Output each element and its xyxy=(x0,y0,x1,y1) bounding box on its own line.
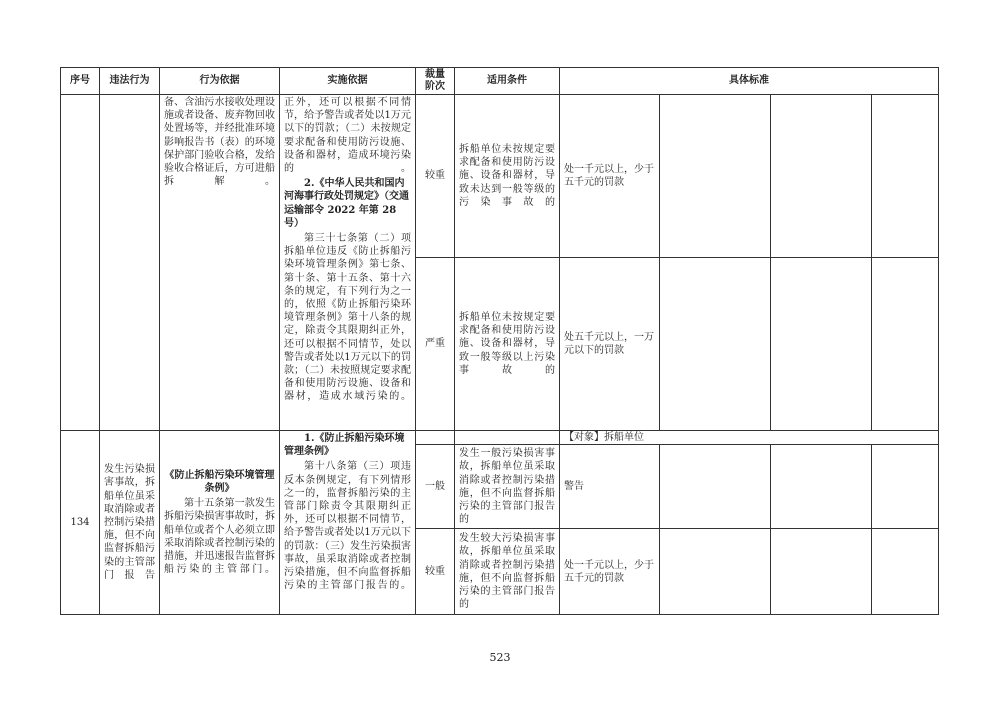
standard-134-1: 警告 xyxy=(564,481,584,493)
empty-cell xyxy=(660,258,771,431)
prev-impl-cell xyxy=(280,95,416,431)
header-basis: 行为依据 xyxy=(160,68,280,95)
violation-134: 发生污染损害事故，拆船单位虽采取消除或者控制污染措施，但不向监督拆船污染的主管部门报告 xyxy=(104,464,155,581)
prev-impl-p2: 2.《中华人民共和国内河海事行政处罚规定》（交通运输部令 2022 年第 28 号） xyxy=(284,178,409,229)
prev-standard-1-cell xyxy=(560,95,660,258)
header-row xyxy=(61,68,939,95)
seq-134: 134 xyxy=(61,431,100,615)
standard-134-2-cell xyxy=(560,529,660,615)
empty-cell xyxy=(771,445,872,529)
prev-basis-cell xyxy=(160,95,280,431)
cond-134-2: 发生较大污染损害事故，拆船单位虽采取消除或者控制污染措施，但不向监督拆船污染的主管部门报告的 xyxy=(459,533,555,611)
empty-cell xyxy=(771,529,872,615)
cond-134-1-cell xyxy=(455,445,560,529)
empty-cell xyxy=(872,445,939,529)
header-impl: 实施依据 xyxy=(280,68,416,95)
empty-cell xyxy=(416,431,455,445)
regulation-table xyxy=(60,67,939,615)
table-row xyxy=(61,431,939,445)
object-cell xyxy=(560,431,939,445)
prev-standard-1: 处一千元以上，少于五千元的罚款 xyxy=(564,163,654,188)
cond-134-1: 发生一般污染损害事故，拆船单位虽采取消除或者控制污染措施，但不向监督拆船污染的主管部门报告的 xyxy=(459,448,555,526)
header-level: 裁量 阶次 xyxy=(416,68,455,95)
prev-cond-1-cell xyxy=(455,95,560,258)
prev-impl-p3: 第三十七条第（二）项拆船单位违反《防止拆船污染环境管理条例》第七条、第十条、第十五条、第十六条的规定，有下列行为之一的，依照《防止拆船污染环境管理条例》第十八条的规定，除责令其限期纠正外，还可以根据不同情节，处以警告或者处以1万元以下的罚款；（二）未按照规定要求配备和使用防污设施、设备和器材，造成水域污染的。 xyxy=(284,233,411,403)
prev-seq-cell xyxy=(61,95,100,431)
prev-basis-text: 备、含油污水接收处理设施或者设备、废弃物回收处置场等，并经批准环境影响报告书（表）的环境保护部门验收合格，发给验收合格证后，方可进船拆解。 xyxy=(164,97,275,188)
prev-standard-2: 处五千元以上，一万元以下的罚款 xyxy=(564,331,654,356)
empty-cell xyxy=(771,95,872,258)
prev-level-1: 较重 xyxy=(416,95,455,258)
empty-cell xyxy=(872,95,939,258)
prev-impl-p1: 正外，还可以根据不同情节，给予警告或者处以1万元以下的罚款；（二）未按规定要求配备和使用防污设施、设备和器材，造成环境污染的。 xyxy=(284,97,411,175)
violation-134-cell xyxy=(100,431,160,615)
impl-134-cell xyxy=(280,431,416,615)
prev-cond-2: 拆船单位未按规定要求配备和使用防污设施、设备和器材，导致一般等级以上污染事故的 xyxy=(459,311,555,376)
prev-cond-2-cell xyxy=(455,258,560,431)
basis-134-title: 《防止拆船污染环境管理条例》 xyxy=(164,469,275,494)
empty-cell xyxy=(872,258,939,431)
empty-cell xyxy=(455,431,560,445)
page-number: 523 xyxy=(489,651,511,664)
prev-standard-2-cell xyxy=(560,258,660,431)
prev-cond-1: 拆船单位未按规定要求配备和使用防污设施、设备和器材，导致未达到一般等级的污染事故的 xyxy=(459,143,555,208)
table-row xyxy=(61,95,939,258)
level-134-1: 一般 xyxy=(416,445,455,529)
header-standard: 具体标准 xyxy=(560,68,939,95)
prev-level-2: 严重 xyxy=(416,258,455,431)
empty-cell xyxy=(660,95,771,258)
empty-cell xyxy=(771,258,872,431)
impl-134-title: 1.《防止拆船污染环境管理条例》 xyxy=(284,433,405,458)
object-134: 【对象】拆船单位 xyxy=(564,432,644,443)
header-cond: 适用条件 xyxy=(455,68,560,95)
empty-cell xyxy=(872,529,939,615)
basis-134-cell xyxy=(160,431,280,615)
prev-violation-cell xyxy=(100,95,160,431)
header-seq: 序号 xyxy=(61,68,100,95)
impl-134-body: 第十八条第（三）项违反本条例规定，有下列情形之一的，监督拆船污染的主管部门除责令其限期纠正外，还可以根据不同情节，给予警告或者处以1万元以下的罚款：（三）发生污染损害事故，虽采取消除或者控制污染措施，但不向监督拆船污染的主管部门报告的。 xyxy=(284,461,411,592)
empty-cell xyxy=(660,445,771,529)
basis-134-body: 第十五条第一款发生拆船污染损害事故时，拆船单位或者个人必须立即采取消除或者控制污染的措施，并迅速报告监督拆船污染的主管部门。 xyxy=(164,498,275,576)
standard-134-1-cell xyxy=(560,445,660,529)
level-134-2: 较重 xyxy=(416,529,455,615)
cond-134-2-cell xyxy=(455,529,560,615)
standard-134-2: 处一千元以上，少于五千元的罚款 xyxy=(564,559,654,584)
empty-cell xyxy=(660,529,771,615)
header-violation: 违法行为 xyxy=(100,68,160,95)
